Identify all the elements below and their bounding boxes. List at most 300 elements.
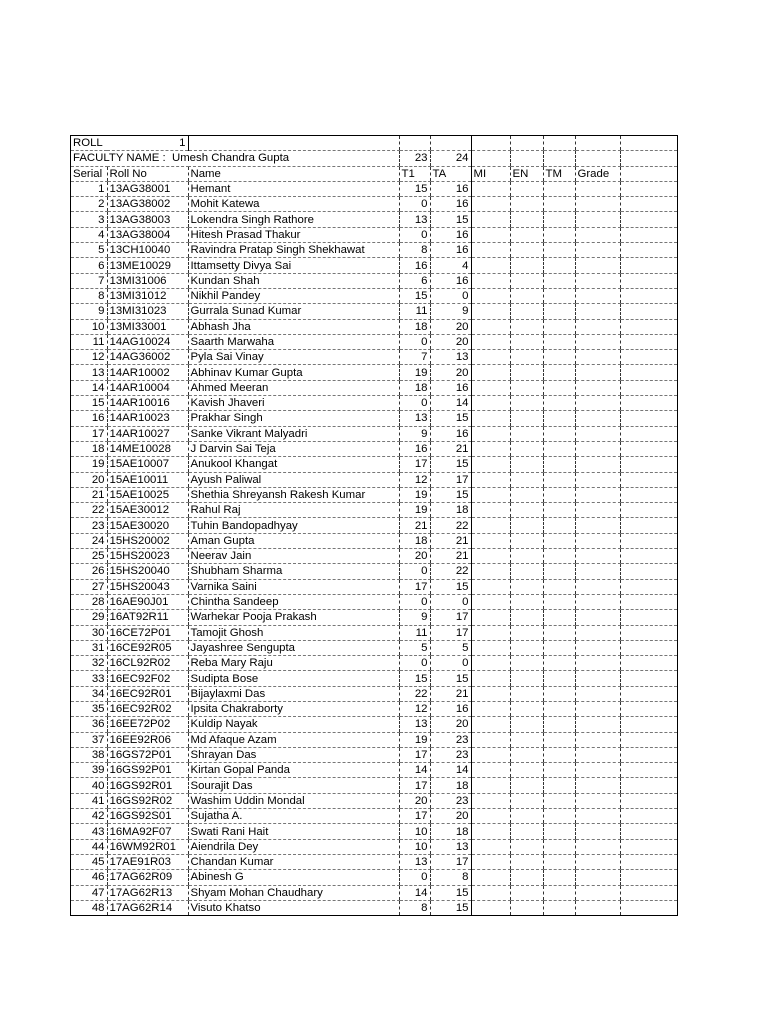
t1-cell: 13 xyxy=(399,717,430,732)
roll-no-cell: 16EC92F02 xyxy=(107,671,188,686)
extra-cell xyxy=(620,258,677,273)
ta-cell: 9 xyxy=(430,304,471,319)
serial-cell: 6 xyxy=(71,258,107,273)
extra-cell xyxy=(620,212,677,227)
ta-cell: 21 xyxy=(430,533,471,548)
en-cell xyxy=(510,457,543,472)
grade-cell xyxy=(575,640,620,655)
grade-cell xyxy=(575,503,620,518)
table-row xyxy=(71,747,677,762)
table-row xyxy=(71,763,677,778)
tm-cell xyxy=(543,686,575,701)
grade-cell xyxy=(575,227,620,242)
roll-no-cell: 16GS92P01 xyxy=(107,763,188,778)
serial-cell: 2 xyxy=(71,197,107,212)
grade-cell xyxy=(575,518,620,533)
roll-no-cell: 17AG62R09 xyxy=(107,870,188,885)
tm-cell xyxy=(543,900,575,915)
grade-cell xyxy=(575,181,620,196)
ta-cell: 15 xyxy=(430,579,471,594)
extra-cell xyxy=(620,319,677,334)
t1-cell: 21 xyxy=(399,518,430,533)
t1-cell: 20 xyxy=(399,793,430,808)
grade-cell xyxy=(575,809,620,824)
table-row xyxy=(71,870,677,885)
tm-cell xyxy=(543,824,575,839)
serial-cell: 17 xyxy=(71,426,107,441)
ta-cell: 18 xyxy=(430,778,471,793)
en-cell xyxy=(510,900,543,915)
t1-cell: 0 xyxy=(399,197,430,212)
name-cell: Gurrala Sunad Kumar xyxy=(188,304,399,319)
grade-cell xyxy=(575,380,620,395)
t1-cell: 13 xyxy=(399,212,430,227)
extra-cell xyxy=(620,854,677,869)
table-row xyxy=(71,273,677,288)
en-cell xyxy=(510,518,543,533)
grade-cell xyxy=(575,365,620,380)
grade-cell xyxy=(575,334,620,349)
roll-no-cell: 16GS92R02 xyxy=(107,793,188,808)
serial-cell: 43 xyxy=(71,824,107,839)
en-cell xyxy=(510,640,543,655)
t1-cell: 16 xyxy=(399,258,430,273)
table-row xyxy=(71,809,677,824)
en-cell xyxy=(510,365,543,380)
ta-max-marks: 24 xyxy=(430,151,471,166)
ta-cell: 20 xyxy=(430,809,471,824)
t1-cell: 14 xyxy=(399,763,430,778)
en-cell xyxy=(510,854,543,869)
en-cell xyxy=(510,564,543,579)
grade-cell xyxy=(575,793,620,808)
t1-cell: 18 xyxy=(399,380,430,395)
t1-cell: 15 xyxy=(399,288,430,303)
en-cell xyxy=(510,288,543,303)
tm-cell xyxy=(543,212,575,227)
roll-no-cell: 16EC92R01 xyxy=(107,686,188,701)
column-header-row xyxy=(71,166,677,181)
roll-no-cell: 14ME10028 xyxy=(107,441,188,456)
roll-no-cell: 17AE91R03 xyxy=(107,854,188,869)
en-cell xyxy=(510,839,543,854)
serial-cell: 32 xyxy=(71,656,107,671)
grade-cell xyxy=(575,487,620,502)
mi-cell xyxy=(471,380,510,395)
t1-cell: 0 xyxy=(399,396,430,411)
ta-cell: 21 xyxy=(430,686,471,701)
name-cell: Aman Gupta xyxy=(188,533,399,548)
tm-cell xyxy=(543,809,575,824)
name-cell: Md Afaque Azam xyxy=(188,732,399,747)
ta-cell: 8 xyxy=(430,870,471,885)
en-cell xyxy=(510,809,543,824)
serial-cell: 24 xyxy=(71,533,107,548)
serial-cell: 41 xyxy=(71,793,107,808)
name-cell: Ahmed Meeran xyxy=(188,380,399,395)
serial-cell: 20 xyxy=(71,472,107,487)
tm-cell xyxy=(543,227,575,242)
serial-cell: 18 xyxy=(71,441,107,456)
roll-no-cell: 16GS72P01 xyxy=(107,747,188,762)
tm-cell xyxy=(543,854,575,869)
mi-cell xyxy=(471,487,510,502)
faculty-name: Umesh Chandra Gupta xyxy=(171,152,290,165)
t1-cell: 0 xyxy=(399,334,430,349)
name-cell: Saarth Marwaha xyxy=(188,334,399,349)
mi-cell xyxy=(471,870,510,885)
table-row xyxy=(71,793,677,808)
t1-cell: 9 xyxy=(399,610,430,625)
name-cell: Kavish Jhaveri xyxy=(188,396,399,411)
t1-cell: 9 xyxy=(399,426,430,441)
table-row xyxy=(71,900,677,915)
extra-cell xyxy=(620,273,677,288)
roll-no-cell: 13AG38003 xyxy=(107,212,188,227)
ta-cell: 20 xyxy=(430,334,471,349)
extra-cell xyxy=(620,288,677,303)
roll-no-cell: 13ME10029 xyxy=(107,258,188,273)
t1-cell: 18 xyxy=(399,533,430,548)
en-cell xyxy=(510,671,543,686)
serial-cell: 48 xyxy=(91,901,105,914)
t1-cell: 5 xyxy=(399,640,430,655)
ta-cell: 15 xyxy=(430,212,471,227)
roll-no-cell: 13AG38002 xyxy=(107,197,188,212)
serial-cell: 11 xyxy=(71,334,107,349)
table-row xyxy=(71,732,677,747)
table-row xyxy=(71,854,677,869)
grade-cell xyxy=(575,747,620,762)
t1-cell: 12 xyxy=(399,701,430,716)
table-row xyxy=(71,518,677,533)
table-row xyxy=(71,365,677,380)
mi-cell xyxy=(471,640,510,655)
roll-no-cell: 14AG10024 xyxy=(107,334,188,349)
mi-cell xyxy=(471,273,510,288)
en-cell xyxy=(510,732,543,747)
serial-cell: 19 xyxy=(71,457,107,472)
mi-cell xyxy=(471,854,510,869)
col-header-mi: MI xyxy=(471,166,510,181)
t1-cell: 6 xyxy=(399,273,430,288)
mi-cell xyxy=(471,625,510,640)
mi-cell xyxy=(471,747,510,762)
t1-cell: 22 xyxy=(399,686,430,701)
extra-cell xyxy=(620,686,677,701)
grade-cell xyxy=(575,900,620,915)
extra-cell xyxy=(620,885,677,900)
roll-no-cell: 17AG62R13 xyxy=(107,885,188,900)
table-row xyxy=(71,778,677,793)
serial-cell: 37 xyxy=(71,732,107,747)
extra-cell xyxy=(620,610,677,625)
t1-cell: 0 xyxy=(399,870,430,885)
serial-cell: 15 xyxy=(71,396,107,411)
mi-cell xyxy=(471,258,510,273)
grade-cell xyxy=(575,212,620,227)
extra-cell xyxy=(620,487,677,502)
name-cell: Rahul Raj xyxy=(188,503,399,518)
name-cell: Warhekar Pooja Prakash xyxy=(188,610,399,625)
en-cell xyxy=(510,319,543,334)
en-cell xyxy=(510,197,543,212)
table-row xyxy=(71,426,677,441)
tm-cell xyxy=(543,258,575,273)
roll-no-cell: 16AT92R11 xyxy=(107,610,188,625)
name-cell: J Darvin Sai Teja xyxy=(188,441,399,456)
ta-cell: 23 xyxy=(430,793,471,808)
mi-cell xyxy=(471,686,510,701)
serial-cell: 23 xyxy=(71,518,107,533)
t1-cell: 12 xyxy=(399,472,430,487)
t1-cell: 17 xyxy=(399,579,430,594)
name-cell: Mohit Katewa xyxy=(188,197,399,212)
en-cell xyxy=(510,533,543,548)
roll-no-cell: 13MI31006 xyxy=(107,273,188,288)
ta-cell: 15 xyxy=(430,900,471,915)
name-cell: Prakhar Singh xyxy=(188,411,399,426)
serial-cell: 40 xyxy=(71,778,107,793)
ta-cell: 17 xyxy=(430,854,471,869)
name-cell: Kuldip Nayak xyxy=(188,717,399,732)
en-cell xyxy=(510,778,543,793)
grade-cell xyxy=(575,854,620,869)
en-cell xyxy=(510,824,543,839)
ta-cell: 14 xyxy=(430,763,471,778)
extra-cell xyxy=(620,503,677,518)
name-cell: Chintha Sandeep xyxy=(188,594,399,609)
mi-cell xyxy=(471,334,510,349)
mi-cell xyxy=(471,396,510,411)
mi-cell xyxy=(471,610,510,625)
roll-no-cell: 15HS20023 xyxy=(107,549,188,564)
t1-cell: 7 xyxy=(399,350,430,365)
table-row xyxy=(71,350,677,365)
mi-cell xyxy=(471,365,510,380)
t1-cell: 18 xyxy=(399,319,430,334)
faculty-row xyxy=(71,151,677,166)
name-cell: Abinesh G xyxy=(188,870,399,885)
roll-no-cell: 16GS92R01 xyxy=(107,778,188,793)
roll-no-cell: 13AG38004 xyxy=(107,227,188,242)
tm-cell xyxy=(543,288,575,303)
serial-cell: 25 xyxy=(71,549,107,564)
roll-no-cell: 16CL92R02 xyxy=(107,656,188,671)
t1-cell: 17 xyxy=(399,747,430,762)
en-cell xyxy=(510,701,543,716)
en-cell xyxy=(510,273,543,288)
grade-cell xyxy=(575,625,620,640)
en-cell xyxy=(510,334,543,349)
grade-cell xyxy=(575,411,620,426)
roll-no-cell: 16EC92R02 xyxy=(107,701,188,716)
extra-cell xyxy=(620,426,677,441)
en-cell xyxy=(510,441,543,456)
name-cell: Anukool Khangat xyxy=(188,457,399,472)
extra-cell xyxy=(620,763,677,778)
serial-cell: 12 xyxy=(71,350,107,365)
tm-cell xyxy=(543,487,575,502)
ta-cell: 20 xyxy=(430,717,471,732)
tm-cell xyxy=(543,243,575,258)
t1-cell: 19 xyxy=(399,365,430,380)
mi-cell xyxy=(471,732,510,747)
t1-cell: 17 xyxy=(399,778,430,793)
tm-cell xyxy=(543,411,575,426)
grade-cell xyxy=(575,870,620,885)
t1-cell: 19 xyxy=(399,732,430,747)
table-row xyxy=(71,243,677,258)
grade-cell xyxy=(575,885,620,900)
t1-cell: 15 xyxy=(399,671,430,686)
grade-cell xyxy=(575,273,620,288)
roll-no-cell: 14AR10016 xyxy=(107,396,188,411)
table-row xyxy=(71,227,677,242)
name-cell: Shyam Mohan Chaudhary xyxy=(188,885,399,900)
name-cell: Neerav Jain xyxy=(188,549,399,564)
name-cell: Jayashree Sengupta xyxy=(188,640,399,655)
tm-cell xyxy=(543,365,575,380)
mi-cell xyxy=(471,304,510,319)
grade-cell xyxy=(575,319,620,334)
roll-row xyxy=(71,136,677,151)
extra-cell xyxy=(620,472,677,487)
extra-cell xyxy=(620,380,677,395)
mi-cell xyxy=(471,778,510,793)
ta-cell: 0 xyxy=(430,656,471,671)
serial-cell: 8 xyxy=(71,288,107,303)
serial-cell: 16 xyxy=(71,411,107,426)
t1-cell: 11 xyxy=(399,625,430,640)
ta-cell: 20 xyxy=(430,319,471,334)
serial-cell: 46 xyxy=(71,870,107,885)
ta-cell: 22 xyxy=(430,564,471,579)
name-cell: Aiendrila Dey xyxy=(188,839,399,854)
extra-cell xyxy=(620,365,677,380)
ta-cell: 17 xyxy=(430,625,471,640)
grade-cell xyxy=(575,671,620,686)
extra-cell xyxy=(620,640,677,655)
serial-cell: 44 xyxy=(71,839,107,854)
grade-cell xyxy=(575,610,620,625)
ta-cell: 14 xyxy=(430,396,471,411)
mi-cell xyxy=(471,350,510,365)
tm-cell xyxy=(543,747,575,762)
en-cell xyxy=(510,304,543,319)
extra-cell xyxy=(620,549,677,564)
ta-cell: 0 xyxy=(430,288,471,303)
t1-cell: 14 xyxy=(399,885,430,900)
col-header-ta: TA xyxy=(430,166,471,181)
t1-cell: 0 xyxy=(399,564,430,579)
en-cell xyxy=(510,870,543,885)
en-cell xyxy=(510,594,543,609)
grade-cell xyxy=(575,396,620,411)
name-cell: Lokendra Singh Rathore xyxy=(188,212,399,227)
t1-cell: 19 xyxy=(399,487,430,502)
table-row xyxy=(71,472,677,487)
grade-cell xyxy=(575,472,620,487)
extra-cell xyxy=(620,671,677,686)
serial-cell: 47 xyxy=(71,885,107,900)
mi-cell xyxy=(471,227,510,242)
name-cell: Ayush Paliwal xyxy=(188,472,399,487)
ta-cell: 13 xyxy=(430,839,471,854)
name-cell: Abhash Jha xyxy=(188,319,399,334)
t1-cell: 8 xyxy=(399,243,430,258)
grade-cell xyxy=(575,701,620,716)
mi-cell xyxy=(471,824,510,839)
ta-cell: 16 xyxy=(430,227,471,242)
extra-cell xyxy=(620,594,677,609)
roll-no-cell: 13MI33001 xyxy=(107,319,188,334)
name-cell: Abhinav Kumar Gupta xyxy=(188,365,399,380)
mi-cell xyxy=(471,319,510,334)
col-header-tm: TM xyxy=(543,166,575,181)
table-row xyxy=(71,656,677,671)
table-row xyxy=(71,288,677,303)
t1-cell: 15 xyxy=(399,181,430,196)
tm-cell xyxy=(543,610,575,625)
col-header-grade: Grade xyxy=(575,166,620,181)
name-cell: Hitesh Prasad Thakur xyxy=(188,227,399,242)
mi-cell xyxy=(471,839,510,854)
tm-cell xyxy=(543,839,575,854)
grade-cell xyxy=(575,564,620,579)
mi-cell xyxy=(471,518,510,533)
grade-cell xyxy=(575,426,620,441)
en-cell xyxy=(510,181,543,196)
tm-cell xyxy=(543,181,575,196)
table-row xyxy=(71,824,677,839)
tm-cell xyxy=(543,763,575,778)
ta-cell: 17 xyxy=(430,472,471,487)
marks-sheet xyxy=(70,135,678,916)
serial-cell: 30 xyxy=(71,625,107,640)
extra-cell xyxy=(620,243,677,258)
extra-cell xyxy=(620,441,677,456)
ta-cell: 16 xyxy=(430,273,471,288)
tm-cell xyxy=(543,380,575,395)
ta-cell: 16 xyxy=(430,380,471,395)
mi-cell xyxy=(471,181,510,196)
t1-cell: 8 xyxy=(399,900,430,915)
t1-cell: 20 xyxy=(399,549,430,564)
table-row xyxy=(71,258,677,273)
t1-cell: 10 xyxy=(399,839,430,854)
extra-cell xyxy=(620,656,677,671)
roll-no-cell: 16EE92R06 xyxy=(107,732,188,747)
mi-cell xyxy=(471,594,510,609)
mi-cell xyxy=(471,197,510,212)
t1-cell: 16 xyxy=(399,441,430,456)
tm-cell xyxy=(543,503,575,518)
mi-cell xyxy=(471,900,510,915)
name-cell: Kundan Shah xyxy=(188,273,399,288)
en-cell xyxy=(510,793,543,808)
name-cell: Tuhin Bandopadhyay xyxy=(188,518,399,533)
en-cell xyxy=(510,243,543,258)
extra-cell xyxy=(620,701,677,716)
ta-cell: 15 xyxy=(430,457,471,472)
serial-cell: 14 xyxy=(71,380,107,395)
roll-value: 1 xyxy=(107,136,188,151)
tm-cell xyxy=(543,197,575,212)
table-row xyxy=(71,839,677,854)
name-cell: Tamojit Ghosh xyxy=(188,625,399,640)
t1-max-marks: 23 xyxy=(399,151,430,166)
